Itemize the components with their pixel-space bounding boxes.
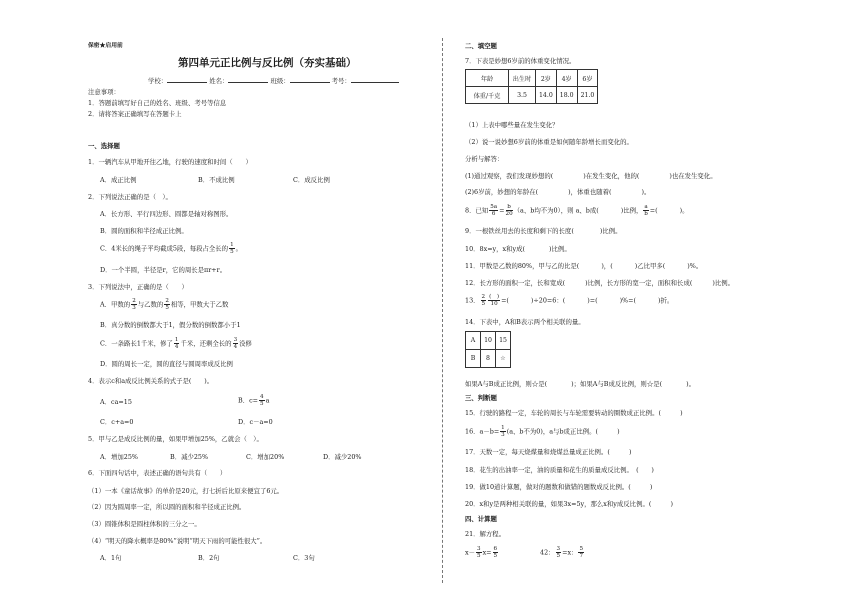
q3c-mid: 千米，还剩全长的 [180,339,232,348]
table-cell: B [466,350,481,368]
q6-statement-3: （3）圆锥体积是圆柱体积的三分之一。 [88,520,201,528]
notice-heading: 注意事项： [88,88,120,96]
question-21: 21．解方程。 [465,530,506,538]
q2-option-b[interactable]: B．圆的面积和半径成正比例。 [100,227,188,235]
table-row [466,70,598,87]
q1-option-c[interactable]: C．成反比例 [293,176,330,184]
q3-option-a[interactable] [100,298,228,311]
q16-end: (a、b不为0)，a与b成正比例。( ) [506,427,620,436]
q3c-fraction-1: $\frac{1}{4}$ [174,337,179,350]
table-row [466,332,511,350]
question-15: 15．行驶的路程一定，车轮的周长与车轮需要转动的圈数成正比例。( ) [465,409,683,417]
class-label: 班级： [270,77,290,85]
table-cell: 14.0 [536,87,557,104]
column-divider [442,38,443,583]
q6-option-c[interactable]: C．3句 [293,554,315,562]
q6-statement-4: （4）“明天的降水概率是80%”说明“明天下雨的可能性很大”。 [88,537,267,545]
question-3: 3．下列说法中，正确的是（ ） [88,283,188,291]
q3-option-d[interactable]: D．圆的周长一定，圆的直径与圆周率成反比例 [100,360,233,368]
table-cell: 8 [481,350,496,368]
q3c-text: C．一条路长1千米，修了 [100,339,173,348]
equation-2 [540,546,585,559]
q8-equals: = [499,206,505,215]
section-judge-heading: 三、判断题 [465,394,497,402]
question-2: 2．下列说法正确的是（ ）。 [88,193,172,201]
q7a1-mid: )在发生变化，他的( [583,172,640,180]
table-cell: 体重/千克 [466,87,509,104]
q8-end: )。 [679,206,689,215]
q8-fraction-1: $\frac{5a}{6}$ [490,204,498,217]
question-4: 4．表示c和a成反比例关系的式子是( )。 [88,377,214,385]
question-17: 17．天数一定，每天烧煤量和烧煤总量成正比例。( ) [465,448,632,456]
q13-b: )÷20=6：( [530,296,566,305]
eq2-fraction-2: $\frac{5}{7}$ [579,546,584,559]
question-16 [465,425,620,438]
ab-table [465,331,511,368]
q2-option-d[interactable]: D．一个半圆，半径是r，它的周长是πr+r。 [100,266,227,274]
q7a2-text: (2)6岁前，妙想的年龄在( [465,188,539,196]
q2-option-c[interactable] [100,242,242,255]
q6-option-a[interactable]: A．1句 [100,554,122,562]
section-calc-heading: 四、计算题 [465,515,497,523]
q3a-fraction-2: $\frac{2}{5}$ [165,298,169,311]
table-cell: 6岁 [577,70,598,87]
table-row [466,350,511,368]
table-cell: 3.5 [509,87,536,104]
q2c-fraction: $\frac{1}{5}$ [230,242,234,255]
notice-item-1: 1．答题前填写好自己的姓名、班级、考号等信息 [88,99,227,107]
q3-option-c[interactable] [100,337,252,350]
q8-fraction-3: $\frac{a}{b}$ [644,204,648,217]
q13-c: )=( [587,296,598,305]
q10-end: )比例。 [549,245,571,253]
question-12 [465,279,734,287]
name-blank[interactable] [228,76,268,83]
q12-text: 12．长方形的面积一定，长和宽成( [465,279,566,287]
table-cell: 10 [481,332,496,350]
q14-mid: )；如果A与B成反比例，则☆是( [571,380,663,388]
notice-item-2: 2．请将答案正确填写在答题卡上 [88,110,182,118]
eq2-mid: =x： [562,548,578,557]
q13-fraction-1: $\frac{2}{5}$ [481,294,486,307]
q7-analysis: 分析与解答： [465,155,504,163]
question-11 [465,262,702,270]
table-cell: 15 [496,332,511,350]
q4-option-d[interactable]: D．c－a=0 [238,418,273,426]
q11-mid2: )乙比甲多( [634,262,666,270]
section-fill-heading: 二、填空题 [465,42,497,50]
q7a2-mid: )，体重也随着( [568,188,612,196]
question-7: 7．下表是妙想6岁前的体重变化情况。 [465,57,576,65]
school-blank[interactable] [167,76,207,83]
q7-sub-2: （2）说一说妙想6岁前的体重是如何随年龄增长而变化的。 [465,138,633,146]
q16-fraction: $\frac{1}{3}$ [501,425,505,438]
q3c-fraction-2: $\frac{3}{4}$ [233,337,238,350]
question-14: 14．下表中，A和B表示两个相关联的量。 [465,318,585,326]
table-cell: 21.0 [577,87,598,104]
question-18: 18．花生的出油率一定，油的质量和花生的质量成反比例。 ( ) [465,466,654,474]
eq1-text: x－ [465,548,475,557]
eq1-mid: x= [482,548,492,557]
question-6: 6．下面四句话中，表述正确的语句共有（ ） [88,469,227,477]
q2c-text: C．4米长的绳子平均截成5段，每段占全长的 [100,244,229,253]
q3a-mid: 与乙数的 [137,300,164,309]
table-cell: A [466,332,481,350]
question-19: 19．做10道计算题，做对的题数和做错的题数成反比例。( ) [465,483,653,491]
id-blank[interactable] [351,76,399,83]
question-10 [465,245,571,253]
q2c-end: 。 [235,244,243,253]
q8-text: 8．已知 [465,206,489,215]
q8-mid2: )比例， [620,206,643,215]
table-cell: 年龄 [466,70,509,87]
question-5: 5．甲与乙是成反比例的量，如果甲增加25%，乙就会（ ）。 [88,435,263,443]
q5-option-a[interactable]: A．增加25% [100,453,138,461]
q4-option-a[interactable]: A．ca=15 [100,398,132,406]
q7-answer-1 [465,172,717,180]
q14-text: 如果A与B成正比例，则☆是( [465,380,548,388]
q7a2-end: )。 [641,188,651,196]
q4b-fraction: $\frac{4}{5}$ [260,394,264,407]
q6-statement-2: （2）因为圆周率一定，所以圆的面积和半径成正比例。 [88,503,246,511]
name-label: 姓名： [209,77,229,85]
student-info-line [148,76,399,85]
q14-answer [465,380,695,388]
q12-end: )比例。 [712,279,735,287]
q6-statement-1: （1）一本《童话故事》的单价是20元，打七折后比原来便宜了6元。 [88,487,284,495]
q3a-text: A．甲数的 [100,300,131,309]
q6-option-b[interactable]: B．2句 [198,554,220,562]
q4-option-b[interactable] [238,394,269,407]
equation-1 [465,546,499,559]
table-cell: 出生时 [509,70,536,87]
q13-text: 13． [465,296,480,305]
q5-option-d[interactable]: D．减少20% [323,453,362,461]
q1-option-b[interactable]: B．不成比例 [198,176,235,184]
table-cell: 18.0 [556,87,577,104]
table-cell: ☆ [496,350,511,368]
page-title: 第四单元正比例与反比例（夯实基础） [178,57,357,69]
school-label: 学校： [148,77,168,85]
q11-text: 11．甲数是乙数的80%，甲与乙的比是( [465,262,580,270]
q8-post: =( [649,206,658,215]
q7a1-end: )也在发生变化。 [669,172,717,180]
q13-a: =( [501,296,509,305]
q10-text: 10．8x=y，x和y成( [465,245,526,253]
q4b-end: a [265,396,270,405]
q9-text: 9．一根铁丝用去的长度和剩下的长度( [465,227,574,235]
q3-option-b[interactable]: B．真分数的倒数都大于1，假分数的倒数都小于1 [100,321,241,329]
table-row [466,87,598,104]
q3a-end: 相等，甲数大于乙数 [170,300,229,309]
weight-table [465,69,598,104]
q4b-text: B．c= [238,396,259,405]
q3c-end: 没修 [239,339,252,348]
question-9 [465,227,621,235]
q7-answer-2 [465,188,650,196]
question-8 [465,204,689,217]
table-cell: 4岁 [556,70,577,87]
q9-end: )比例。 [599,227,622,235]
q13-e: )折。 [657,296,674,305]
q4-option-c[interactable]: C．c+a=0 [100,418,134,426]
q5-option-b[interactable]: B．减少25% [170,453,209,461]
eq1-fraction-2: $\frac{6}{5}$ [493,546,498,559]
q3a-fraction-1: $\frac{2}{3}$ [132,298,136,311]
class-blank[interactable] [290,76,330,83]
table-cell: 2岁 [536,70,557,87]
q1-option-a[interactable]: A．成正比例 [100,176,137,184]
q7-sub-1: （1）上表中哪些量在发生变化？ [465,121,559,129]
eq2-fraction-1: $\frac{3}{5}$ [556,546,561,559]
q11-end: )%。 [687,262,703,270]
q5-option-c[interactable]: C．增加20% [246,453,285,461]
question-1: 1．一辆汽车从甲地开往乙地，行驶的速度和时间（ ） [88,158,252,166]
id-label: 考号： [331,77,351,85]
q13-d: )%=( [619,296,636,305]
confidential-label: 保密★启用前 [88,43,123,49]
question-20: 20．x和y是两种相关联的量，如果3x=5y，那么x和y成反比例。( ) [465,500,674,508]
q8-fraction-2: $\frac{b}{20}$ [505,204,513,217]
question-13 [465,294,673,307]
q12-mid: )比例，长方形的宽一定，面积和长成( [585,279,693,287]
eq2-text: 42： [540,548,555,557]
q7a1-text: (1)通过观察，我们发现妙想的( [465,172,554,180]
q14-end: )。 [686,380,695,388]
q11-mid: )，( [601,262,613,270]
q13-fraction-2: $\frac{( )}{10}$ [489,294,500,307]
section-choice-heading: 一、选择题 [88,142,120,150]
eq1-fraction-1: $\frac{3}{5}$ [477,546,481,559]
q16-text: 16．a－b= [465,427,500,436]
q8-mid: （a、b均不为0），则 a、b成( [513,206,599,215]
q2-option-a[interactable]: A．长方形、平行四边形、圆都是轴对称图形。 [100,210,233,218]
